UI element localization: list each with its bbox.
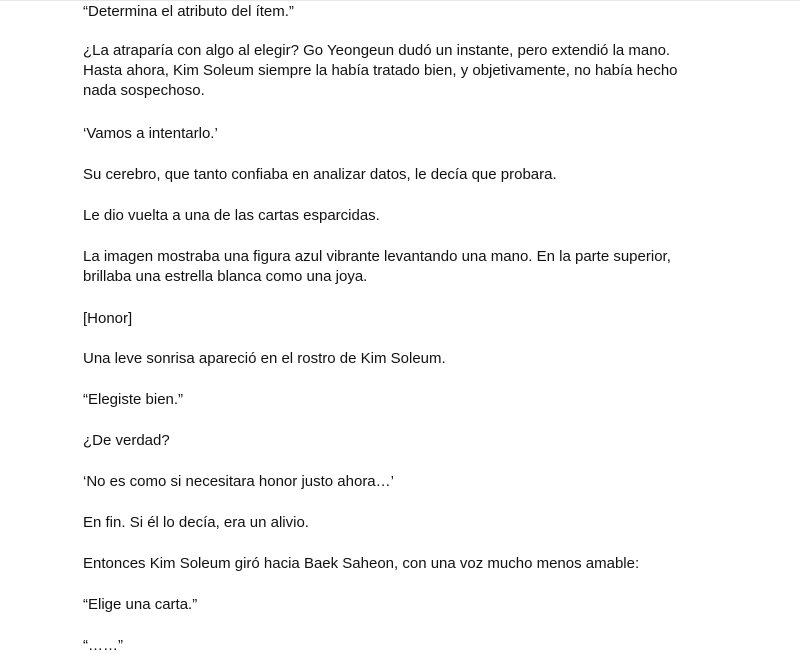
text-line: ‘Vamos a intentarlo.’: [83, 125, 218, 142]
paragraph: [83, 513, 723, 533]
paragraph: [83, 2, 723, 22]
text-line: “……”: [83, 637, 123, 654]
text-line: Entonces Kim Soleum giró hacia Baek Saheon, con una voz mucho menos amable:: [83, 555, 640, 572]
text-line: La imagen mostraba una figura azul vibrante levantando una mano. En la parte superior,: [83, 248, 671, 265]
text-line: ¿La atraparía con algo al elegir? Go Yeongeun dudó un instante, pero extendió la mano.: [83, 42, 671, 59]
paragraph: [83, 636, 723, 656]
paragraph: [83, 431, 723, 451]
paragraph: [83, 349, 723, 369]
text-line: ¿De verdad?: [83, 432, 170, 449]
paragraph: [83, 595, 723, 615]
text-line: ‘No es como si necesitara honor justo ahora…’: [83, 473, 394, 490]
paragraph: [83, 472, 723, 492]
paragraph: [83, 309, 723, 329]
text-line: Le dio vuelta a una de las cartas esparcidas.: [83, 207, 380, 224]
text-line: Hasta ahora, Kim Soleum siempre la había tratado bien, y objetivamente, no había hecho: [83, 62, 678, 79]
text-line: “Elegiste bien.”: [83, 391, 184, 408]
text-line: Una leve sonrisa apareció en el rostro de Kim Soleum.: [83, 350, 446, 367]
text-line: [Honor]: [83, 310, 133, 327]
paragraph: [83, 41, 723, 101]
paragraph: [83, 554, 723, 574]
paragraph: [83, 390, 723, 410]
text-line: “Determina el atributo del ítem.”: [83, 3, 294, 20]
paragraph: [83, 247, 723, 287]
text-line: “Elige una carta.”: [83, 596, 198, 613]
text-line: brillaba una estrella blanca como una joya.: [83, 268, 368, 285]
paragraph: [83, 124, 723, 144]
text-line: En fin. Si él lo decía, era un alivio.: [83, 514, 309, 531]
text-line: nada sospechoso.: [83, 82, 205, 99]
text-line: Su cerebro, que tanto confiaba en analizar datos, le decía que probara.: [83, 166, 557, 183]
paragraph: [83, 165, 723, 185]
paragraph: [83, 206, 723, 226]
